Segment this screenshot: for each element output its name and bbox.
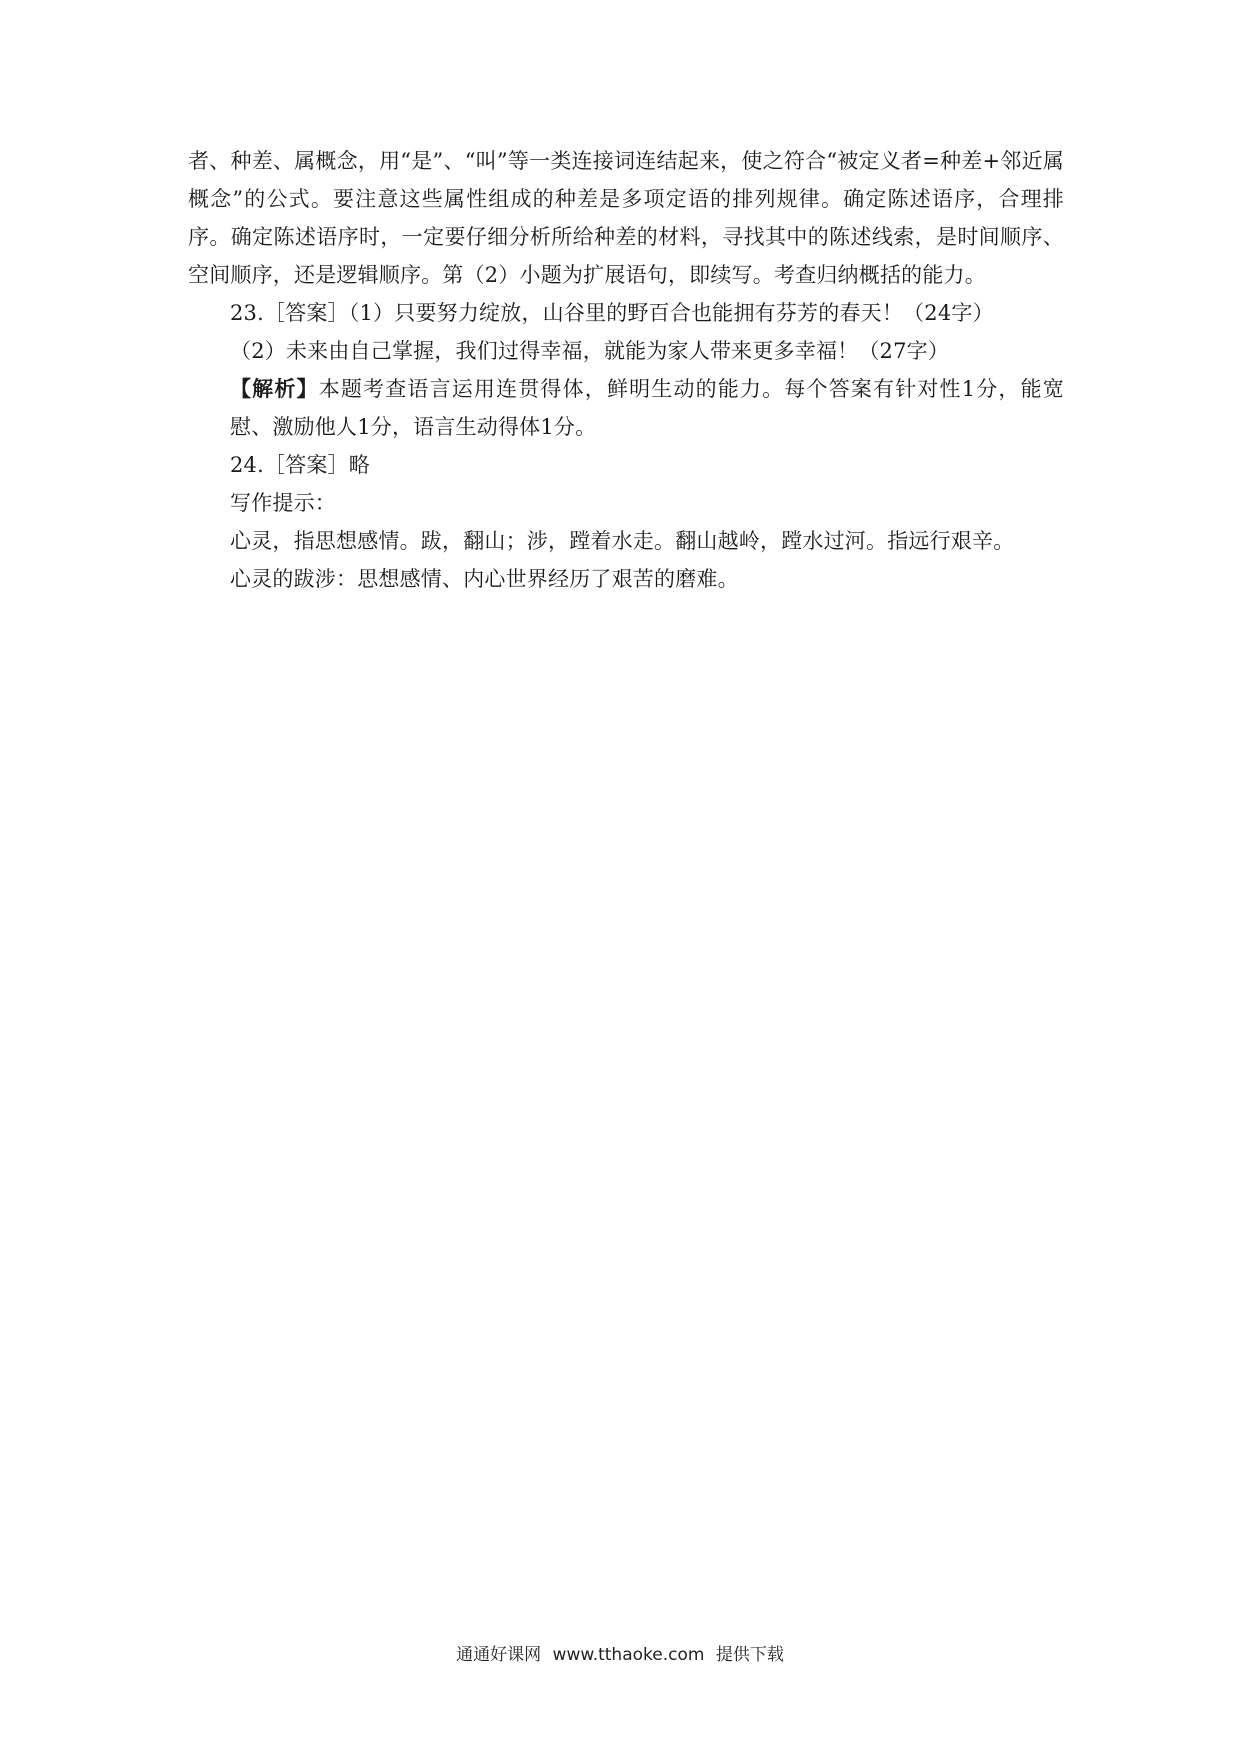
paragraph-answer-24: 24.［答案］略	[230, 453, 370, 477]
footer-url[interactable]: www.tthaoke.com	[552, 1645, 705, 1665]
paragraph-writing-hint-title: 写作提示：	[230, 491, 336, 515]
paragraph-definition-explanation: 者、种差、属概念，用“是”、“叫”等一类连接词连结起来，使之符合“被定义者=种差+邻近属概念”的公式。要注意这些属性组成的种差是多项定语的排列规律。确定陈述语序，合理排序。确定陈述语序时，一定要仔细分析所给种差的材料，寻找其中的陈述线索，是时间顺序、空间顺序，还是逻辑顺序。第（2）小题为扩展语句，即续写。考查归纳概括的能力。	[188, 149, 1064, 287]
footer-suffix: 提供下载	[715, 1645, 784, 1665]
paragraph-answer-23-1: 23.［答案］（1）只要努力绽放，山谷里的野百合也能拥有芬芳的春天！（24字）	[230, 301, 994, 325]
paragraph-writing-hint-1: 心灵，指思想感情。跋，翻山；涉，蹚着水走。翻山越岭，蹚水过河。指远行艰辛。	[230, 529, 1015, 553]
paragraph-answer-23-2: （2）未来由自己掌握，我们过得幸福，就能为家人带来更多幸福！（27字）	[230, 339, 950, 363]
paragraph-analysis	[188, 370, 1064, 446]
footer-site-name: 通通好课网	[456, 1645, 542, 1665]
analysis-label: 【解析】	[230, 376, 319, 401]
page-footer	[0, 1640, 1240, 1665]
analysis-text: 本题考查语言运用连贯得体，鲜明生动的能力。每个答案有针对性1分，能宽慰、激励他人1分，语言生动得体1分。	[230, 377, 1064, 439]
document-body	[188, 142, 1064, 598]
paragraph-writing-hint-2: 心灵的跋涉：思想感情、内心世界经历了艰苦的磨难。	[230, 567, 739, 591]
